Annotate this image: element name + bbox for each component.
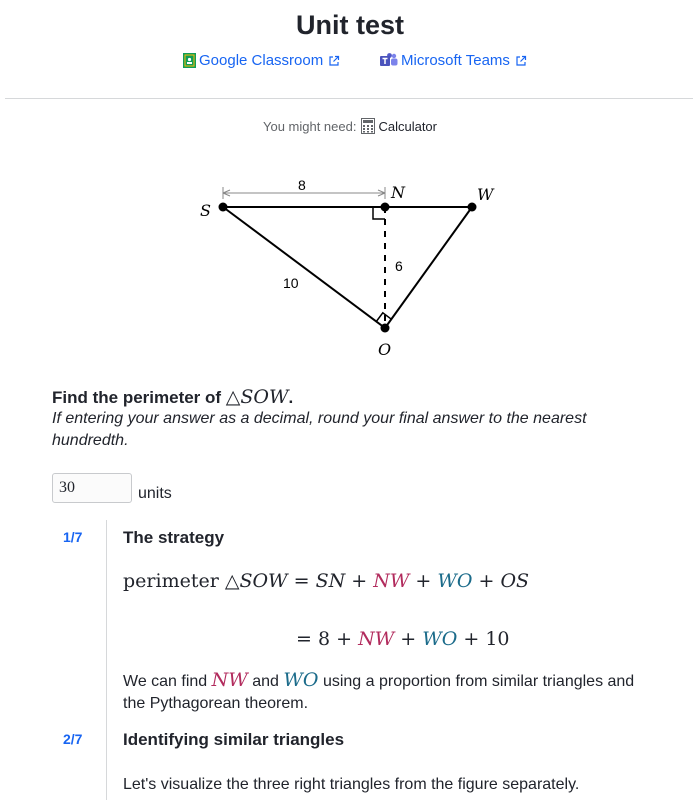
label-s: S	[200, 201, 211, 220]
strategy-explanation: We can find NW and WO using a proportion from similar triangles and the Pythagorean theorem.	[123, 669, 635, 712]
visualize-text: Let's visualize the three right triangles from the figure separately.	[123, 776, 580, 793]
point-w	[468, 203, 477, 212]
microsoft-teams-link[interactable]	[380, 52, 527, 69]
point-n	[381, 203, 390, 212]
question-triangle: △SOW	[225, 386, 289, 408]
question-instruction: If entering your answer as a decimal, round your final answer to the nearest hundredth.	[52, 410, 587, 449]
answer-unit: units	[138, 485, 172, 502]
calculator-icon	[361, 118, 375, 134]
hint-number: 1/7	[63, 529, 83, 545]
right-angle-o	[376, 313, 391, 322]
hint-number: 2/7	[63, 731, 83, 747]
hints-divider	[106, 520, 107, 800]
google-classroom-link[interactable]	[183, 52, 340, 69]
triangle-figure	[180, 170, 520, 370]
google-classroom-icon	[183, 53, 196, 68]
google-classroom-label: Google Classroom	[199, 52, 324, 69]
label-w: W	[477, 185, 494, 204]
external-link-icon	[328, 55, 340, 67]
label-no-length: 6	[395, 258, 403, 274]
answer-input[interactable]	[52, 473, 132, 503]
calculator-label: Calculator	[378, 118, 437, 134]
hint-title: The strategy	[123, 528, 225, 547]
label-so-length: 10	[283, 275, 299, 291]
microsoft-teams-icon	[380, 53, 398, 68]
page-title: Unit test	[296, 10, 404, 40]
label-sn-length: 8	[298, 177, 306, 193]
perimeter-formula-substituted: = 8 + NW + WO + 10	[296, 628, 510, 650]
point-s	[219, 203, 228, 212]
label-o: O	[378, 340, 392, 359]
hint-title: Identifying similar triangles	[123, 730, 345, 749]
header-divider	[5, 98, 693, 99]
point-o	[381, 324, 390, 333]
question-title: Find the perimeter of △SOW.	[52, 386, 294, 408]
calculator-button[interactable]	[361, 118, 437, 134]
share-row	[0, 52, 700, 74]
perimeter-formula: perimeter △SOW = SN + NW + WO + OS	[123, 570, 530, 592]
tools-row	[0, 118, 700, 134]
side-so	[223, 207, 385, 328]
external-link-icon	[515, 55, 527, 67]
label-n: N	[391, 183, 405, 202]
microsoft-teams-label: Microsoft Teams	[401, 52, 510, 69]
tools-prefix: You might need:	[262, 118, 357, 134]
